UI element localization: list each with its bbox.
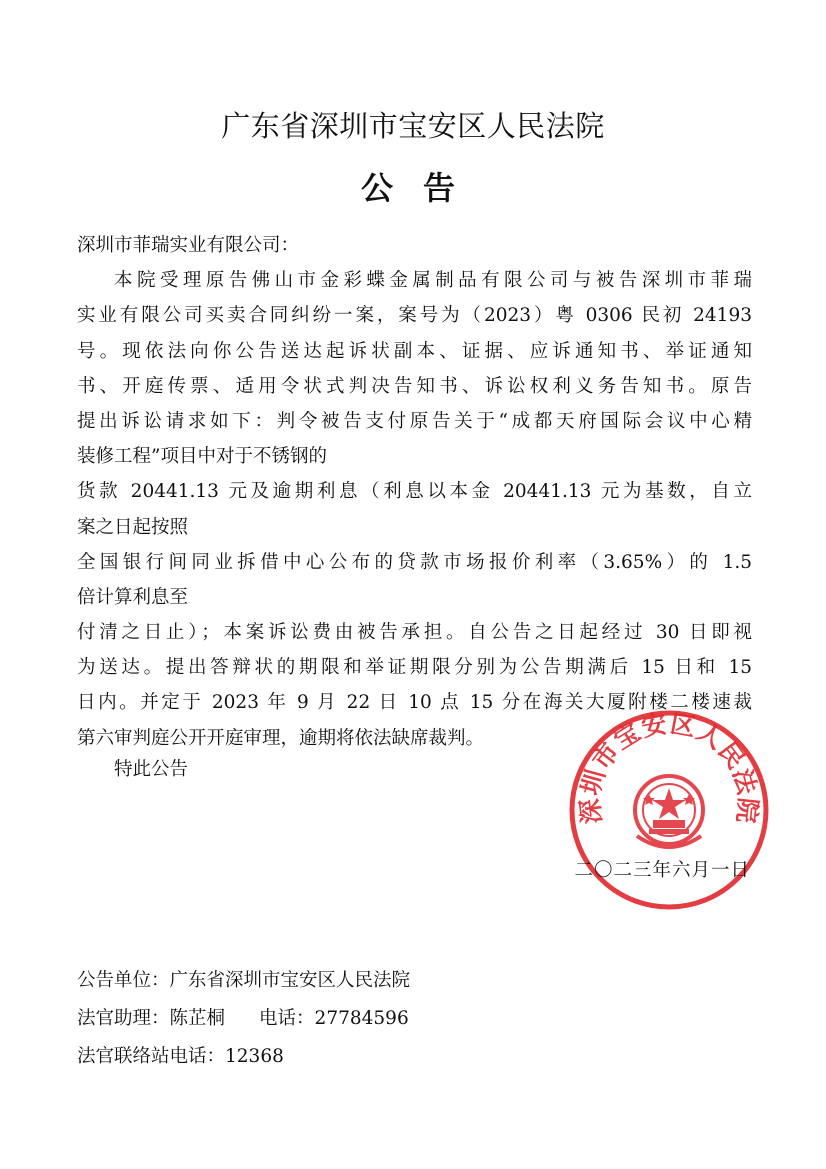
hotline-number: 12368 — [225, 1046, 284, 1067]
body-line-6: 装修工程”项目中对于不锈钢的 — [77, 446, 327, 468]
body-line-1: 本院受理原告佛山市金彩蝶金属制品有限公司与被告深圳市菲瑞 — [114, 270, 752, 292]
phone-label: 电话： — [259, 1008, 315, 1029]
body-line-9: 全国银行间同业拆借中心公布的贷款市场报价利率（3.65%）的 1.5 — [77, 551, 752, 573]
addressee: 深圳市菲瑞实业有限公司： — [77, 235, 300, 256]
notice-body — [77, 228, 752, 756]
body-line-5: 提出诉讼请求如下：判令被告支付原告关于“成都天府国际会议中心精 — [77, 410, 752, 432]
court-name-heading: 广东省深圳市宝安区人民法院 — [221, 109, 605, 143]
body-line-2: 实业有限公司买卖合同纠纷一案，案号为（2023）粤 0306 民初 24193 — [77, 305, 752, 327]
phone-number: 27784596 — [314, 1008, 409, 1029]
body-line-12: 为送达。提出答辩状的期限和举证期限分别为公告期满后 15 日和 15 — [77, 657, 752, 679]
assistant-name: 陈芷桐 — [169, 1008, 226, 1029]
hotline-label: 法官联络站电话： — [77, 1046, 226, 1067]
body-line-7: 货款 20441.13 元及逾期利息（利息以本金 20441.13 元为基数，自立 — [77, 481, 752, 503]
body-line-14: 第六审判庭公开开庭审理，逾期将依法缺席裁判。 — [77, 727, 485, 749]
issuer-name: 广东省深圳市宝安区人民法院 — [169, 970, 411, 991]
body-line-10: 倍计算利息至 — [77, 586, 189, 608]
assistant-line — [77, 1000, 410, 1038]
notice-title: 公告 — [360, 169, 485, 207]
issuer-label: 公告单位： — [77, 970, 170, 991]
body-line-13: 日内。并定于 2023 年 9 月 22 日 10 点 15 分在海关大厦附楼二楼速裁 — [77, 692, 752, 714]
body-line-11: 付清之日止）；本案诉讼费由被告承担。自公告之日起经过 30 日即视 — [77, 622, 752, 644]
issue-date: 二〇二三年六月一日 — [574, 860, 750, 881]
closing-phrase: 特此公告 — [114, 759, 189, 780]
issuer-line — [77, 962, 410, 1000]
body-line-4: 书、开庭传票、适用令状式判决告知书、诉讼权利义务告知书。原告 — [77, 375, 752, 397]
assistant-label: 法官助理： — [77, 1008, 170, 1029]
hotline-line — [77, 1038, 410, 1076]
national-emblem-icon — [635, 776, 703, 847]
body-line-8: 案之日起按照 — [77, 516, 189, 538]
body-line-3: 号。现依法向你公告送达起诉状副本、证据、应诉通知书、举证通知 — [77, 340, 752, 362]
seal-text: 深圳市宝安区人民法院 — [576, 709, 762, 826]
notice-footer — [77, 962, 410, 1076]
